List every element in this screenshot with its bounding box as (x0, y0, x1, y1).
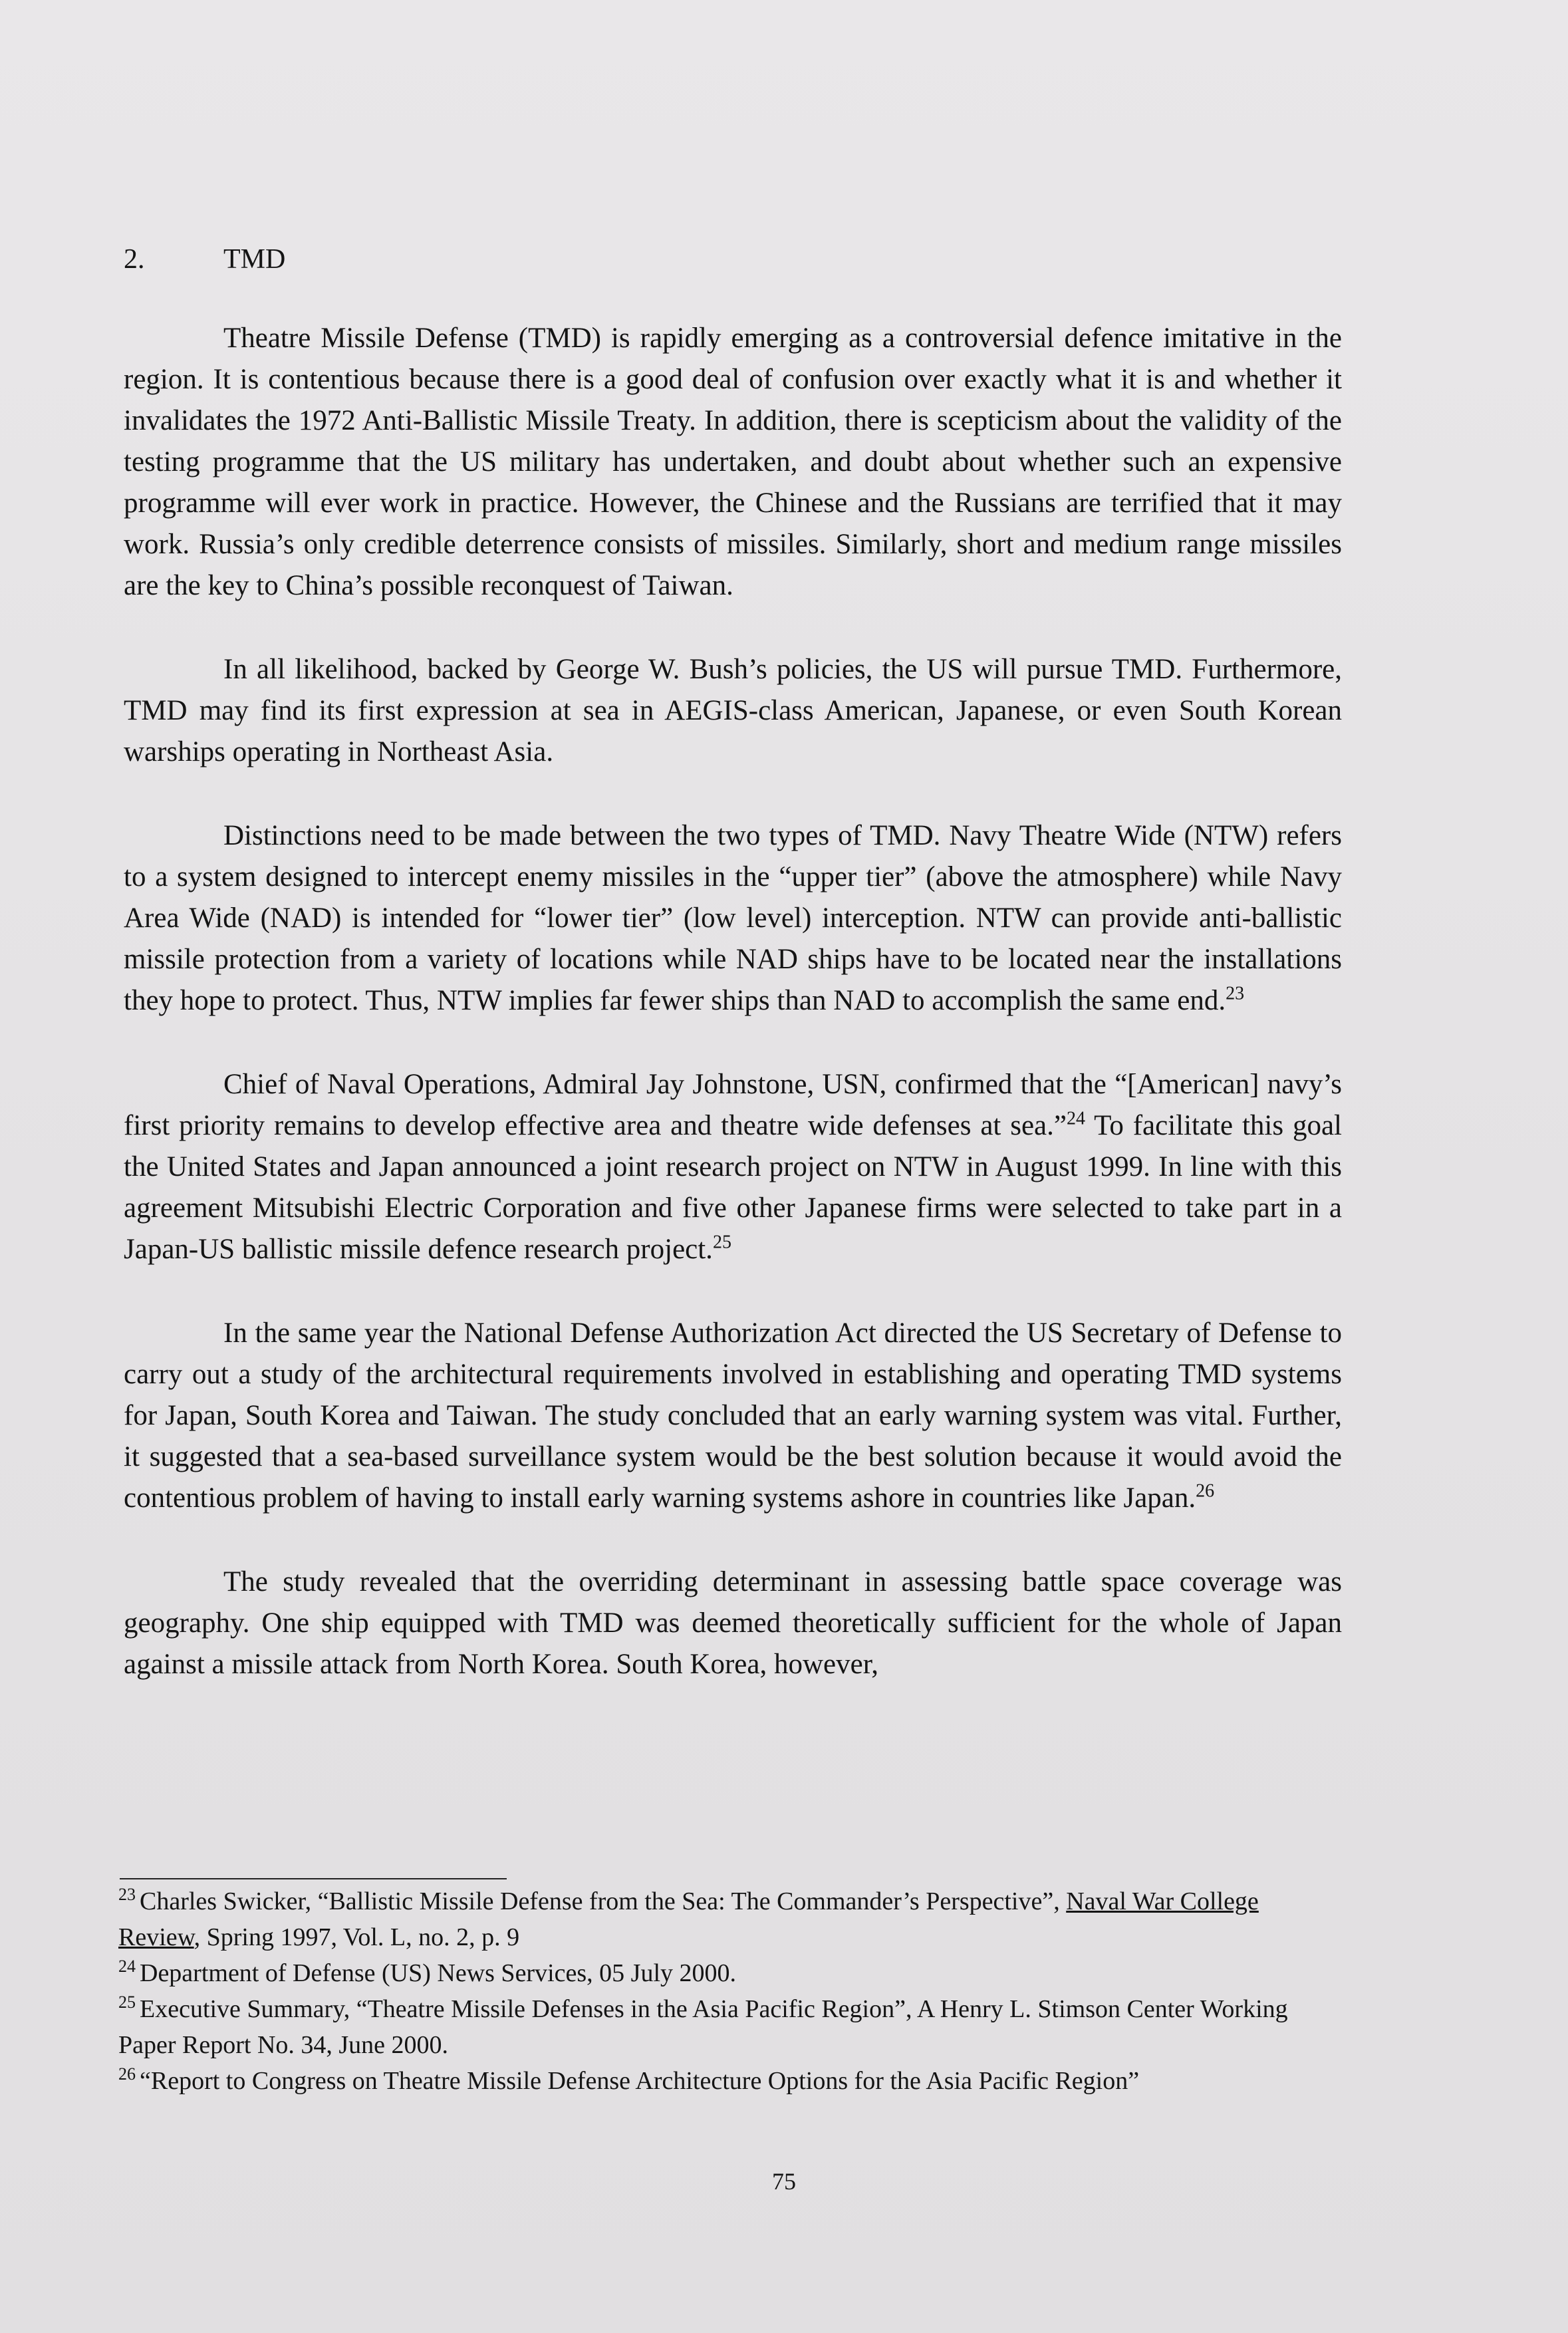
footnote-text: Charles Swicker, “Ballistic Missile Defense from the Sea: The Commander’s Perspective”, (140, 1887, 1067, 1915)
paragraph-authorization-act (124, 1313, 1342, 1519)
footnote-number: 26 (118, 2064, 136, 2084)
footnote-divider (120, 1878, 507, 1879)
paragraph-tmd-intro (124, 318, 1342, 607)
footnote-reference-23[interactable]: 23 (1226, 983, 1245, 1004)
paragraph-geography (124, 1562, 1342, 1685)
footnote-number: 24 (118, 1957, 136, 1977)
footnotes (118, 1883, 1315, 2099)
paragraph-bush-policies (124, 649, 1342, 773)
paragraph-naval-operations (124, 1064, 1342, 1270)
footnote-23 (118, 1883, 1315, 1955)
footnote-text: , Spring 1997, Vol. L, no. 2, p. 9 (194, 1923, 520, 1951)
footnote-text: “Report to Congress on Theatre Missile Defense Architecture Options for the Asia Pacific Region” (140, 2067, 1140, 2095)
page-body (124, 239, 1342, 1728)
footnote-number: 25 (118, 1992, 136, 2012)
section-title: TMD (223, 244, 286, 275)
paragraph-text: In all likelihood, backed by George W. Bush’s policies, the US will pursue TMD. Furthermore, TMD may find its first expression at sea in AEGIS-class American, Japanese, or even South Korean warships operating in Northeast Asia. (124, 654, 1342, 767)
journal-title: Naval War College Review (118, 1887, 1259, 1951)
footnote-text: Department of Defense (US) News Services, 05 July 2000. (140, 1959, 737, 1987)
footnote-number: 23 (118, 1885, 136, 1905)
paragraph-text: In the same year the National Defense Authorization Act directed the US Secretary of Defense to carry out a study of the architectural requirements involved in establishing and operating TMD systems for Japan, South Korea and Taiwan. The study concluded that an early warning system was vital. Further, it suggested that a sea-based surveillance system would be the best solution because it would avoid the contentious problem of having to install early warning systems ashore in countries like Japan. (124, 1317, 1342, 1514)
footnote-reference-24[interactable]: 24 (1066, 1108, 1085, 1129)
section-heading (124, 239, 1342, 279)
footnote-24 (118, 1955, 1315, 1991)
footnote-text: Executive Summary, “Theatre Missile Defenses in the Asia Pacific Region”, A Henry L. Stimson Center Working Paper Report No. 34, June 2000. (118, 1995, 1288, 2059)
section-number: 2. (124, 244, 145, 275)
paragraph-tmd-types (124, 815, 1342, 1022)
paragraph-text: Theatre Missile Defense (TMD) is rapidly emerging as a controversial defence imitative in the region. It is contentious because there is a good deal of confusion over exactly what it is and whether it invalidates the 1972 Anti-Ballistic Missile Treaty. In addition, there is scepticism about the validity of the testing programme that the US military has undertaken, and doubt about whether such an expensive programme will ever work in practice. However, the Chinese and the Russians are terrified that it may work. Russia’s only credible deterrence consists of missiles. Similarly, short and medium range missiles are the key to China’s possible reconquest of Taiwan. (124, 323, 1342, 601)
paragraph-text: Distinctions need to be made between the two types of TMD. Navy Theatre Wide (NTW) refers to a system designed to intercept enemy missiles in the “upper tier” (above the atmosphere) while Navy Area Wide (NAD) is intended for “lower tier” (low level) interception. NTW can provide anti-ballistic missile protection from a variety of locations while NAD ships have to be located near the installations they hope to protect. Thus, NTW implies far fewer ships than NAD to accomplish the same end. (124, 820, 1342, 1016)
footnote-reference-26[interactable]: 26 (1196, 1480, 1215, 1502)
footnote-26 (118, 2063, 1315, 2099)
paragraph-text: To facilitate this goal the United States and Japan announced a joint research project on NTW in August 1999. In line with this agreement Mitsubishi Electric Corporation and five other Japanese firms were selected to take part in a Japan-US ballistic missile defence research project. (124, 1110, 1342, 1265)
footnote-reference-25[interactable]: 25 (712, 1232, 731, 1253)
paragraph-text: Chief of Naval Operations, Admiral Jay Johnstone, USN, confirmed that the “[American] navy’s first priority remains to develop effective area and theatre wide defenses at sea.” (124, 1069, 1342, 1141)
paragraph-text: The study revealed that the overriding determinant in assessing battle space coverage was geography. One ship equipped with TMD was deemed theoretically sufficient for the whole of Japan against a missile attack from North Korea. South Korea, however, (124, 1566, 1342, 1680)
page-number: 75 (772, 2168, 796, 2195)
footnote-25 (118, 1991, 1315, 2063)
